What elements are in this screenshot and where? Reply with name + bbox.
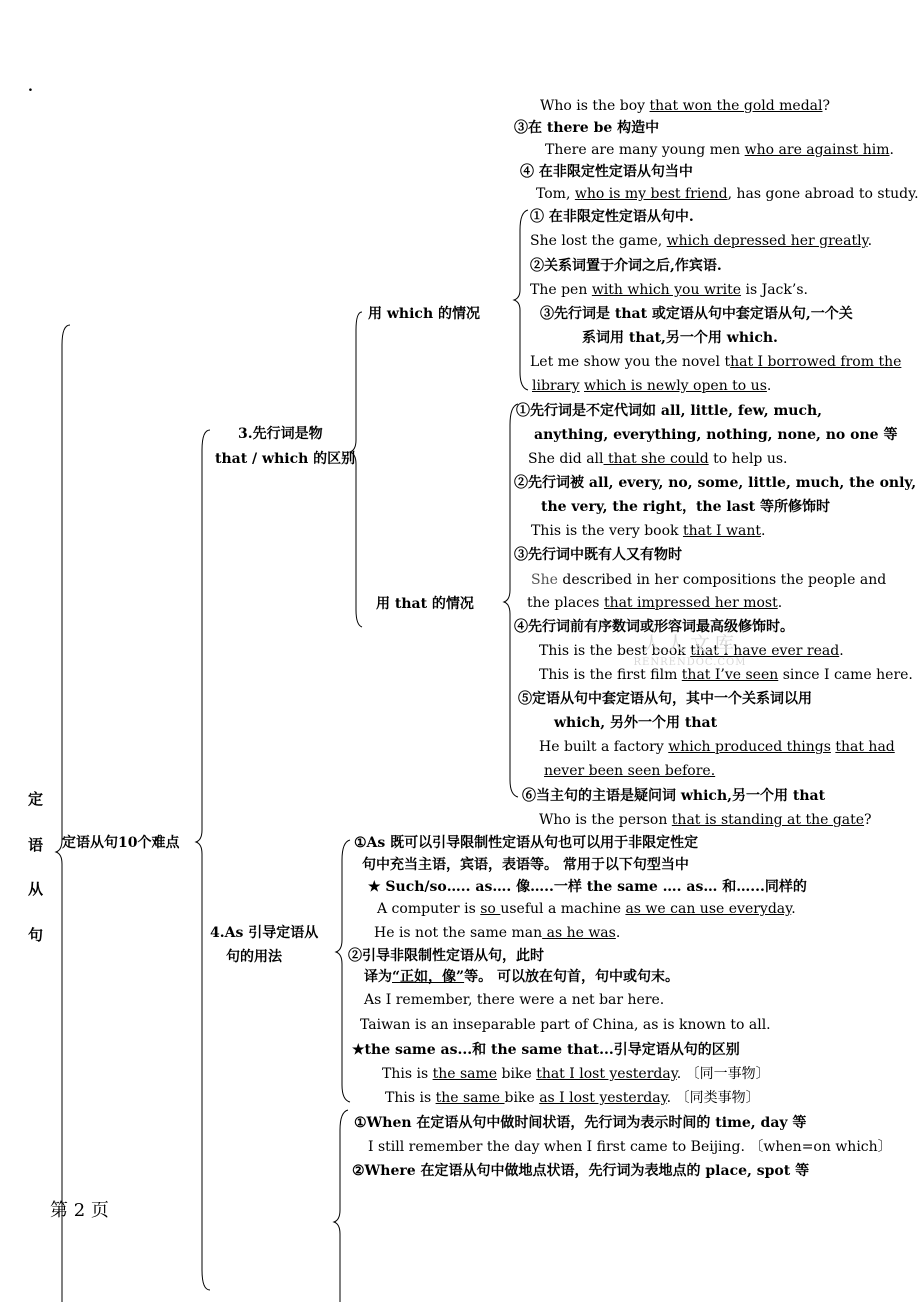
watermark-site: RENRENDOC.COM xyxy=(633,657,747,668)
that-heading-3: ③先行词中既有人又有物时 xyxy=(514,547,682,563)
top-heading-4: ④ 在非限定性定语从句当中 xyxy=(520,164,693,180)
that-example-6: Who is the person that is standing at the gate? xyxy=(539,812,872,828)
brace-difficulties xyxy=(196,430,210,1290)
that-heading-6: ⑥当主句的主语是疑问词 which,另一个用 that xyxy=(522,788,826,804)
watermark-logo: 人人文库 xyxy=(642,632,738,656)
title-char-3: 从 xyxy=(28,880,44,898)
that-heading-4: ④先行词前有序数词或形容词最高级修饰时。 xyxy=(514,619,794,635)
as-example-3: As I remember, there were a net bar here. xyxy=(364,992,665,1008)
that-example-4b: This is the first film that I’ve seen since I came here. xyxy=(539,667,913,683)
brace-which xyxy=(514,210,528,390)
when-example: I still remember the day when I first came to Beijing. 〔when=on which〕 xyxy=(368,1139,892,1155)
as-heading-2b: 译为“正如，像”等。 可以放在句首，句中或句末。 xyxy=(364,969,679,985)
as-example-1: A computer is so useful a machine as we can use everyday. xyxy=(377,901,796,917)
that-example-3b: the places that impressed her most. xyxy=(527,595,783,611)
dot-mark: . xyxy=(28,79,33,95)
as-heading-1b: 句中充当主语，宾语，表语等。 常用于以下句型当中 xyxy=(362,857,689,873)
that-example-1: She did all that she could to help us. xyxy=(528,451,788,467)
which-example-3b: library which is newly open to us. xyxy=(532,378,772,394)
where-heading: ②Where 在定语从句中做地点状语，先行词为表地点的 place, spot 等 xyxy=(352,1163,810,1179)
brace-as xyxy=(336,840,350,1102)
that-heading-1b: anything, everything, nothing, none, no one 等 xyxy=(534,427,898,443)
as-heading-2a: ②引导非限制性定语从句，此时 xyxy=(348,948,544,964)
that-example-5b: never been seen before. xyxy=(544,763,716,779)
that-label: 用 that 的情况 xyxy=(376,596,474,612)
which-heading-3b: 系词用 that,另一个用 which. xyxy=(582,330,778,346)
which-example-3a: Let me show you the novel that I borrowed from the xyxy=(530,354,902,370)
which-heading-3a: ③先行词是 that 或定语从句中套定语从句,一个关 xyxy=(540,306,853,322)
top-heading-3: ③在 there be 构造中 xyxy=(514,120,660,136)
which-heading-1: ① 在非限定性定语从句中. xyxy=(530,209,694,225)
as-example-4: Taiwan is an inseparable part of China, as is known to all. xyxy=(360,1017,771,1033)
branch4-line2: 句的用法 xyxy=(226,949,282,965)
when-heading: ①When 在定语从句中做时间状语，先行词为表示时间的 time, day 等 xyxy=(354,1115,807,1131)
title-char-4: 句 xyxy=(28,926,44,944)
that-example-2: This is the very book that I want. xyxy=(531,523,766,539)
branch3-line2: that / which 的区别 xyxy=(215,451,356,467)
branch4-line1: 4.As 引导定语从 xyxy=(210,925,319,941)
as-example-2: He is not the same man as he was. xyxy=(374,925,621,941)
which-example-2: The pen with which you write is Jack’s. xyxy=(530,282,808,298)
that-example-5a: He built a factory which produced things that had xyxy=(539,739,895,755)
that-heading-2a: ②先行词被 all, every, no, some, little, much, the only, xyxy=(514,475,917,491)
that-example-4a: This is the best book that I have ever read. xyxy=(539,643,844,659)
as-heading-1a: ①As 既可以引导限制性定语从句也可以用于非限定性定 xyxy=(354,835,699,851)
top-example-3: Tom, who is my best friend, has gone abroad to study. xyxy=(536,186,919,202)
brace-branch3 xyxy=(350,312,362,627)
top-example-1: Who is the boy that won the gold medal? xyxy=(540,98,830,114)
that-example-3a: She described in her compositions the people and xyxy=(531,572,887,588)
brace-that xyxy=(504,404,518,797)
as-example-5: This is the same bike that I lost yesterday. 〔同一事物〕 xyxy=(382,1066,770,1082)
brace-main xyxy=(56,325,70,1302)
that-heading-5b: which, 另外一个用 that xyxy=(554,715,718,731)
as-star-1: ★ Such/so….. as…. 像…..一样 the same …. as… 和…...同样的 xyxy=(368,879,807,895)
page-number: 第 2 页 xyxy=(50,1200,109,1221)
as-star-2: ★the same as...和 the same that...引导定语从句的区别 xyxy=(352,1042,740,1058)
branch-main-label: 定语从句10个难点 xyxy=(62,835,180,851)
watermark xyxy=(610,628,770,668)
title-char-2: 语 xyxy=(28,836,44,854)
title-char-1: 定 xyxy=(28,790,44,808)
which-heading-2: ②关系词置于介词之后,作宾语. xyxy=(530,258,722,274)
which-example-1: She lost the game, which depressed her greatly. xyxy=(530,233,873,249)
branch3-line1: 3.先行词是物 xyxy=(238,426,323,442)
that-heading-5a: ⑤定语从句中套定语从句，其中一个关系词以用 xyxy=(518,691,812,707)
as-example-6: This is the same bike as I lost yesterday. 〔同类事物〕 xyxy=(385,1090,760,1106)
which-label: 用 which 的情况 xyxy=(368,306,480,322)
that-heading-1a: ①先行词是不定代词如 all, little, few, much, xyxy=(516,403,823,419)
brace-when-where xyxy=(334,1110,348,1302)
top-example-2: There are many young men who are against him. xyxy=(545,142,894,158)
that-heading-2b: the very, the right，the last 等所修饰时 xyxy=(541,499,830,515)
